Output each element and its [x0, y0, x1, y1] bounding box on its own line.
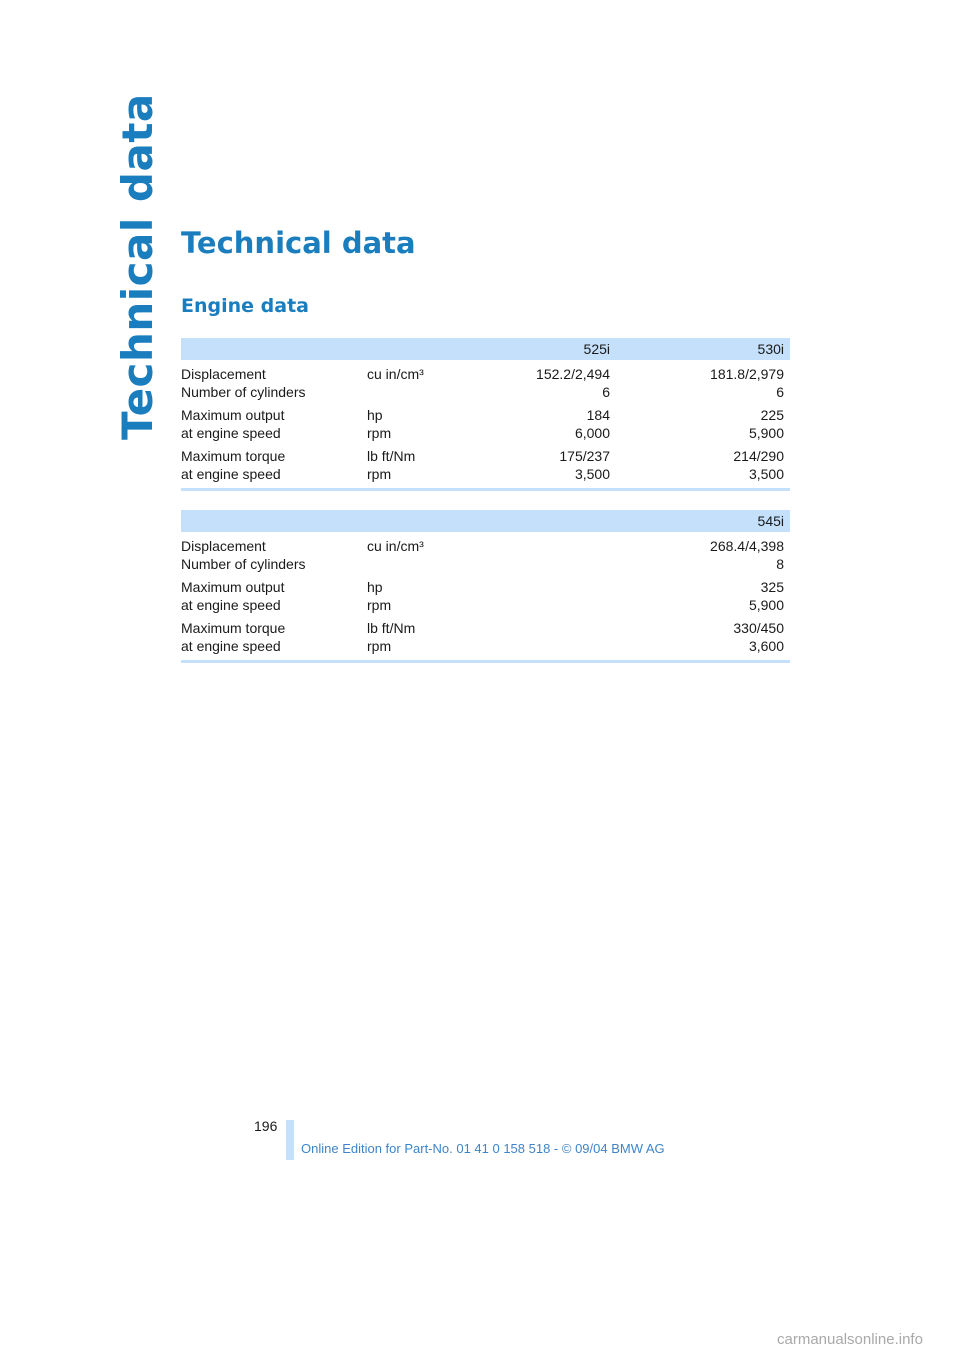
row-subunit: rpm	[367, 638, 392, 654]
row-sublabel: at engine speed	[181, 638, 281, 654]
subvalue-530i: 3,500	[748, 466, 784, 482]
table-bottom-rule	[181, 488, 790, 491]
table-header	[181, 510, 790, 532]
subvalue-525i: 6,000	[574, 425, 610, 441]
column-header-525i: 525i	[583, 341, 610, 357]
row-unit: lb ft/Nm	[367, 620, 416, 636]
row-label: Maximum output	[181, 579, 285, 595]
value-530i: 181.8/2,979	[710, 366, 784, 382]
row-sublabel: at engine speed	[181, 425, 281, 441]
subvalue-545i: 3,600	[748, 638, 784, 654]
table-bottom-rule	[181, 660, 790, 663]
section-title: Engine data	[181, 295, 309, 317]
row-label: Maximum output	[181, 407, 285, 423]
edition-text: Online Edition for Part-No. 01 41 0 158 518 - © 09/04 BMW AG	[301, 1141, 665, 1156]
subvalue-545i: 8	[776, 556, 784, 572]
row-sublabel: Number of cylinders	[181, 384, 306, 400]
value-530i: 214/290	[733, 448, 784, 464]
footer-accent-bar	[286, 1120, 294, 1160]
table-row-output	[181, 578, 790, 619]
engine-data-table-2	[181, 510, 790, 663]
row-sublabel: at engine speed	[181, 597, 281, 613]
row-label: Maximum torque	[181, 620, 286, 636]
row-label: Displacement	[181, 366, 266, 382]
row-subunit: rpm	[367, 597, 392, 613]
subvalue-530i: 6	[776, 384, 784, 400]
row-label: Maximum torque	[181, 448, 286, 464]
row-unit: lb ft/Nm	[367, 448, 416, 464]
value-545i: 268.4/4,398	[710, 538, 784, 554]
value-545i: 330/450	[733, 620, 784, 636]
row-sublabel: Number of cylinders	[181, 556, 306, 572]
value-525i: 175/237	[559, 448, 610, 464]
table-row-displacement	[181, 537, 790, 578]
row-label: Displacement	[181, 538, 266, 554]
column-header-530i: 530i	[757, 341, 784, 357]
table-row-output	[181, 406, 790, 447]
engine-data-table-1	[181, 338, 790, 491]
value-525i: 152.2/2,494	[536, 366, 610, 382]
subvalue-525i: 6	[602, 384, 610, 400]
row-unit: cu in/cm³	[367, 538, 424, 554]
subvalue-545i: 5,900	[748, 597, 784, 613]
table-header	[181, 338, 790, 360]
subvalue-525i: 3,500	[574, 466, 610, 482]
subvalue-530i: 5,900	[748, 425, 784, 441]
value-530i: 225	[760, 407, 784, 423]
watermark: carmanualsonline.info	[777, 1331, 923, 1348]
table-row-torque	[181, 619, 790, 660]
table-row-torque	[181, 447, 790, 488]
row-unit: cu in/cm³	[367, 366, 424, 382]
page-title: Technical data	[181, 226, 416, 260]
side-section-title: Technical data	[113, 93, 162, 440]
column-header-545i: 545i	[757, 513, 784, 529]
value-525i: 184	[586, 407, 610, 423]
row-subunit: rpm	[367, 466, 392, 482]
row-unit: hp	[367, 407, 383, 423]
table-row-displacement	[181, 365, 790, 406]
value-545i: 325	[760, 579, 784, 595]
page-number: 196	[254, 1118, 278, 1134]
row-unit: hp	[367, 579, 383, 595]
row-sublabel: at engine speed	[181, 466, 281, 482]
row-subunit: rpm	[367, 425, 392, 441]
